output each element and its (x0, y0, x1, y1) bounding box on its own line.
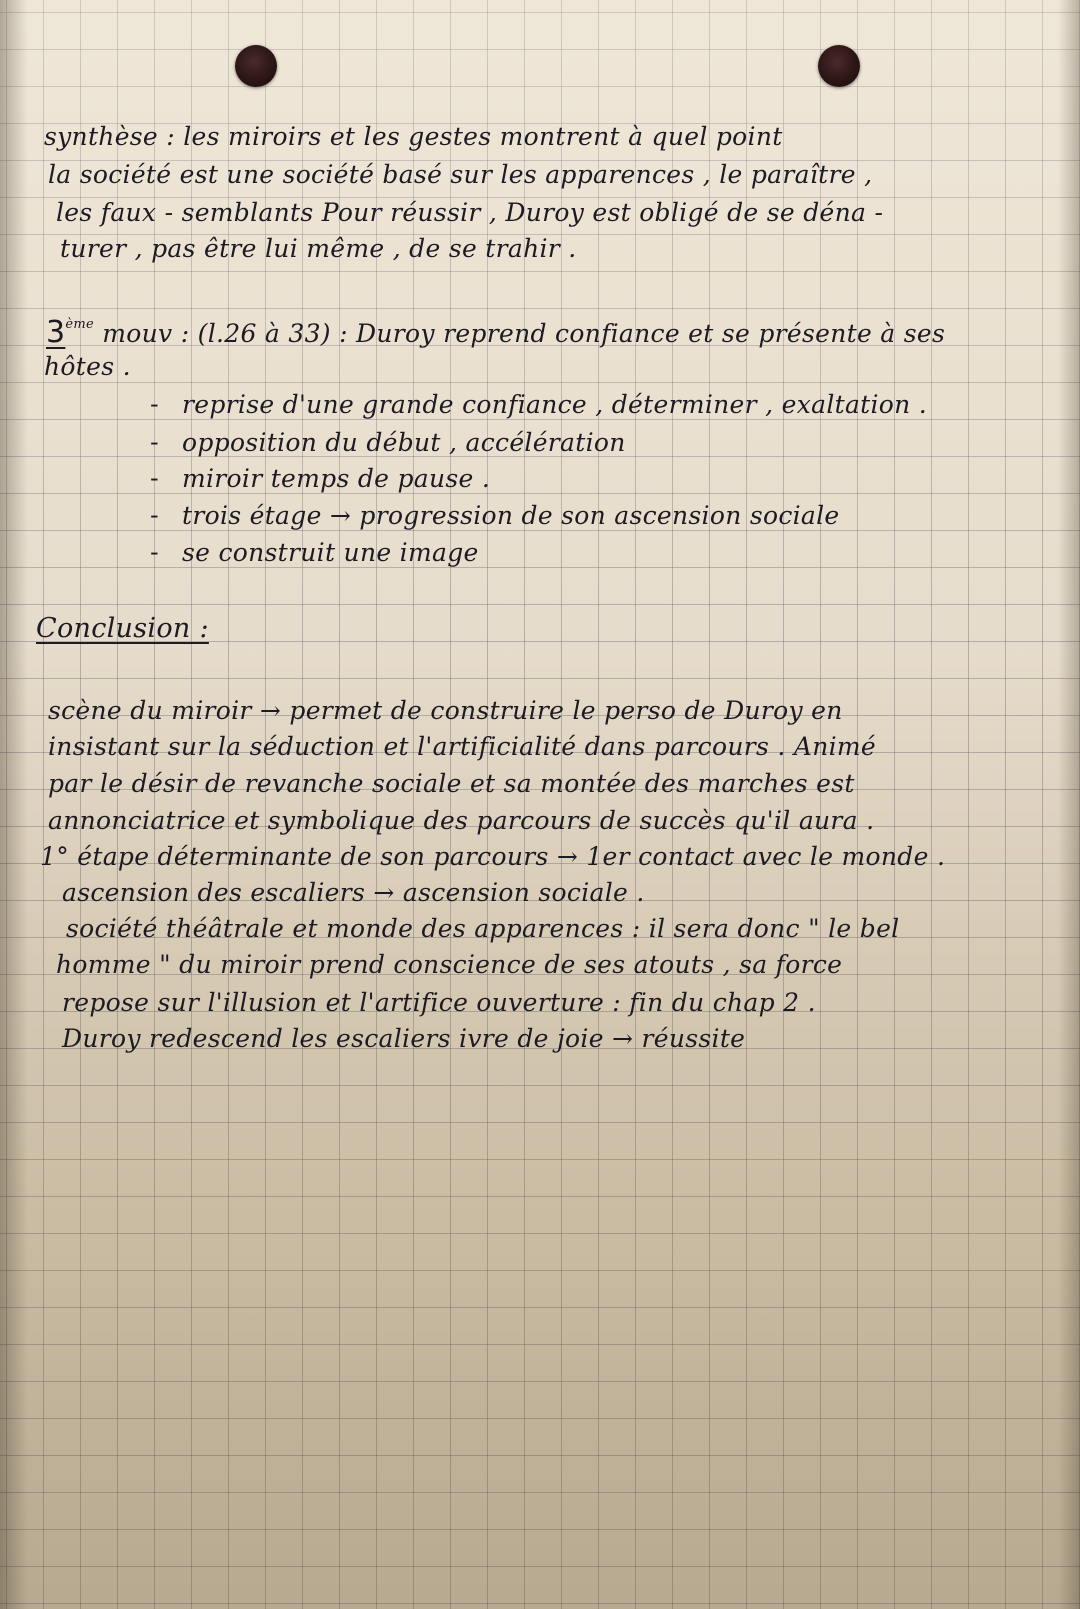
section-3-bullet: opposition du début , accélération (182, 428, 626, 457)
conclusion-line: scène du miroir → permet de construire le perso de Duroy en (48, 696, 843, 725)
conclusion-line: société théâtrale et monde des apparences : il sera donc " le bel (66, 914, 900, 943)
bullet-dash: - (150, 428, 159, 456)
section-3-suffix: ème (65, 317, 95, 332)
section-3-bullet: se construit une image (182, 538, 479, 567)
conclusion-line: insistant sur la séduction et l'artificialité dans parcours . Animé (48, 732, 876, 761)
synthese-line: les faux - semblants Pour réussir , Duroy est obligé de se déna - (56, 198, 884, 227)
section-3-number: 3 (46, 315, 66, 350)
page-shadow-right (1058, 0, 1080, 1609)
page-shadow-left (0, 0, 28, 1609)
synthese-line: synthèse : les miroirs et les gestes montrent à quel point (44, 122, 783, 151)
bullet-dash: - (150, 501, 159, 529)
section-3-bullet: reprise d'une grande confiance , déterminer , exaltation . (182, 390, 928, 419)
section-3-bullet: trois étage → progression de son ascension sociale (182, 501, 840, 530)
conclusion-line: ascension des escaliers → ascension sociale . (62, 878, 645, 907)
section-3-bullet: miroir temps de pause . (182, 464, 491, 493)
synthese-line: turer , pas être lui même , de se trahir . (60, 234, 577, 263)
binder-hole-right (818, 45, 860, 87)
binder-hole-left (235, 45, 277, 87)
conclusion-heading: Conclusion : (36, 613, 209, 644)
conclusion-line: repose sur l'illusion et l'artifice ouverture : fin du chap 2 . (62, 988, 816, 1017)
bullet-dash: - (150, 390, 159, 418)
bullet-dash: - (150, 538, 159, 566)
section-3-title-line2: hôtes . (44, 352, 131, 381)
conclusion-line: 1° étape déterminante de son parcours → 1er contact avec le monde . (40, 842, 946, 871)
bullet-dash: - (150, 464, 159, 492)
conclusion-line: par le désir de revanche sociale et sa montée des marches est (48, 769, 855, 798)
section-3-title (46, 306, 945, 352)
synthese-line: la société est une société basé sur les apparences , le paraître , (48, 160, 873, 189)
conclusion-line: homme " du miroir prend conscience de ses atouts , sa force (56, 950, 843, 979)
conclusion-line: Duroy redescend les escaliers ivre de joie → réussite (62, 1024, 746, 1053)
conclusion-line: annonciatrice et symbolique des parcours de succès qu'il aura . (48, 806, 875, 835)
section-3-title-text: mouv : (l.26 à 33) : Duroy reprend confiance et se présente à ses (102, 319, 946, 348)
